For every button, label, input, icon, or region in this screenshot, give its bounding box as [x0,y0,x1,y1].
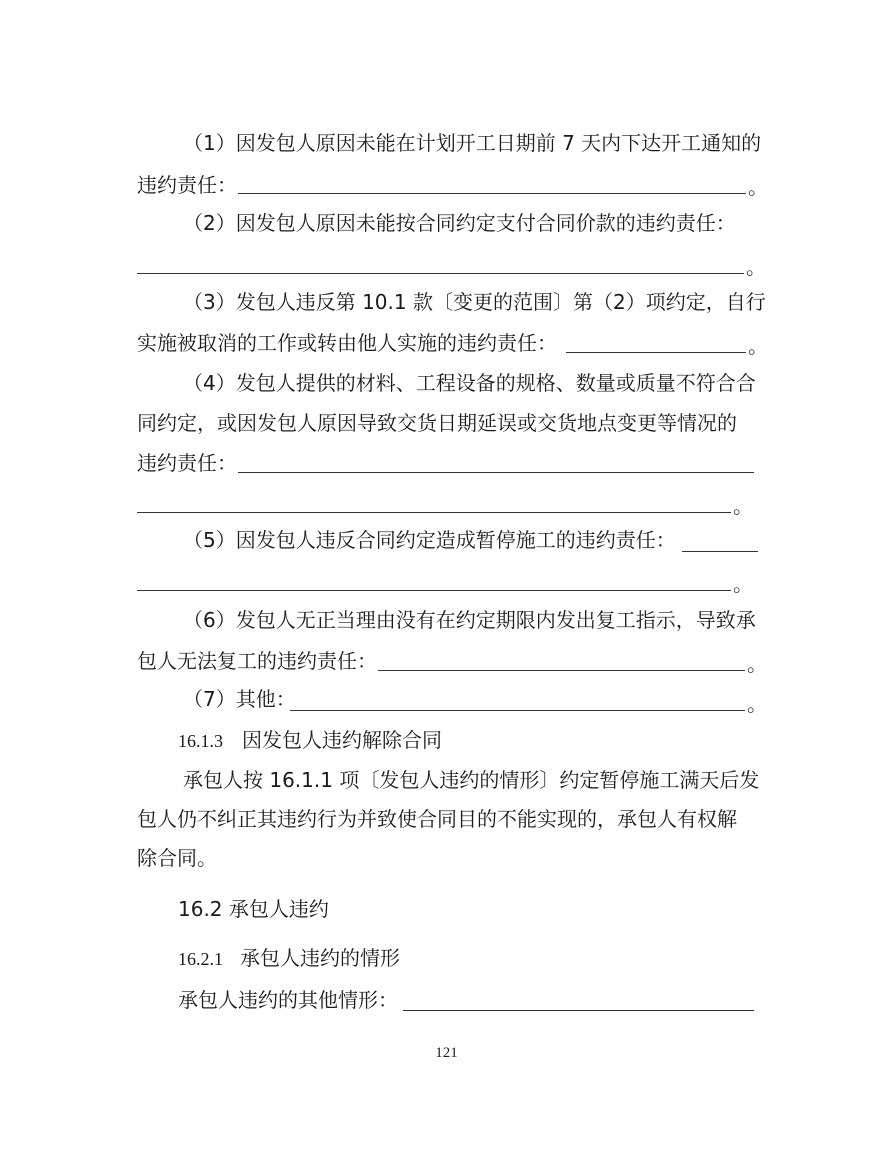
clause-number-16-2-1: 16.2.1 [178,949,223,969]
item-1-line-2: 违约责任： [137,173,237,197]
fill-blank-item-5-b[interactable] [137,590,731,591]
fill-blank-item-4-b[interactable] [137,512,731,513]
item-3-line-2: 实施被取消的工作或转由他人实施的违约责任： [137,331,557,355]
item-5-line-1: （5）因发包人违反合同约定造成暂停施工的违约责任： [183,528,676,552]
section-heading-16-2: 16.2 承包人违约 [178,897,329,921]
item-4-line-1: （4）发包人提供的材料、工程设备的规格、数量或质量不符合合 [183,371,756,395]
page-number: 121 [435,1045,458,1061]
fill-blank-item-2[interactable] [137,273,744,274]
fill-blank-item-3[interactable] [566,352,746,353]
item-4-line-2: 同约定，或因发包人原因导致交货日期延误或交货地点变更等情况的 [137,411,737,435]
period: 。 [733,572,753,596]
paragraph-line-3: 除合同。 [137,846,217,870]
clause-title-16-2-1: 承包人违约的情形 [240,946,400,970]
item-6-line-2: 包人无法复工的违约责任： [137,649,377,673]
fill-blank-other-circumstances[interactable] [403,1010,754,1011]
period: 。 [748,175,768,199]
item-2-line-1: （2）因发包人原因未能按合同约定支付合同价款的违约责任： [183,211,736,235]
paragraph-line-1: 承包人按 16.1.1 项〔发包人违约的情形〕约定暂停施工满天后发 [183,768,760,792]
fill-blank-item-5-a[interactable] [682,551,758,552]
item-3-line-1: （3）发包人违反第 10.1 款〔变更的范围〕第（2）项约定，自行 [183,290,766,314]
period: 。 [733,494,753,518]
fill-blank-item-4-a[interactable] [238,472,754,473]
item-6-line-1: （6）发包人无正当理由没有在约定期限内发出复工指示，导致承 [183,608,756,632]
other-circumstances-label: 承包人违约的其他情形： [178,988,398,1012]
period: 。 [746,255,766,279]
period: 。 [748,334,768,358]
period: 。 [747,652,767,676]
item-7-line-1: （7）其他： [183,687,296,711]
period: 。 [747,692,767,716]
fill-blank-item-7[interactable] [290,710,745,711]
item-1-line-1: （1）因发包人原因未能在计划开工日期前 7 天内下达开工通知的 [183,131,762,155]
paragraph-line-2: 包人仍不纠正其违约行为并致使合同目的不能实现的，承包人有权解 [137,807,737,831]
clause-number-16-1-3: 16.1.3 [178,731,223,751]
fill-blank-item-1[interactable] [238,193,746,194]
item-4-line-3: 违约责任： [137,451,237,475]
clause-title-16-1-3: 因发包人违约解除合同 [242,728,442,752]
fill-blank-item-6[interactable] [378,670,745,671]
